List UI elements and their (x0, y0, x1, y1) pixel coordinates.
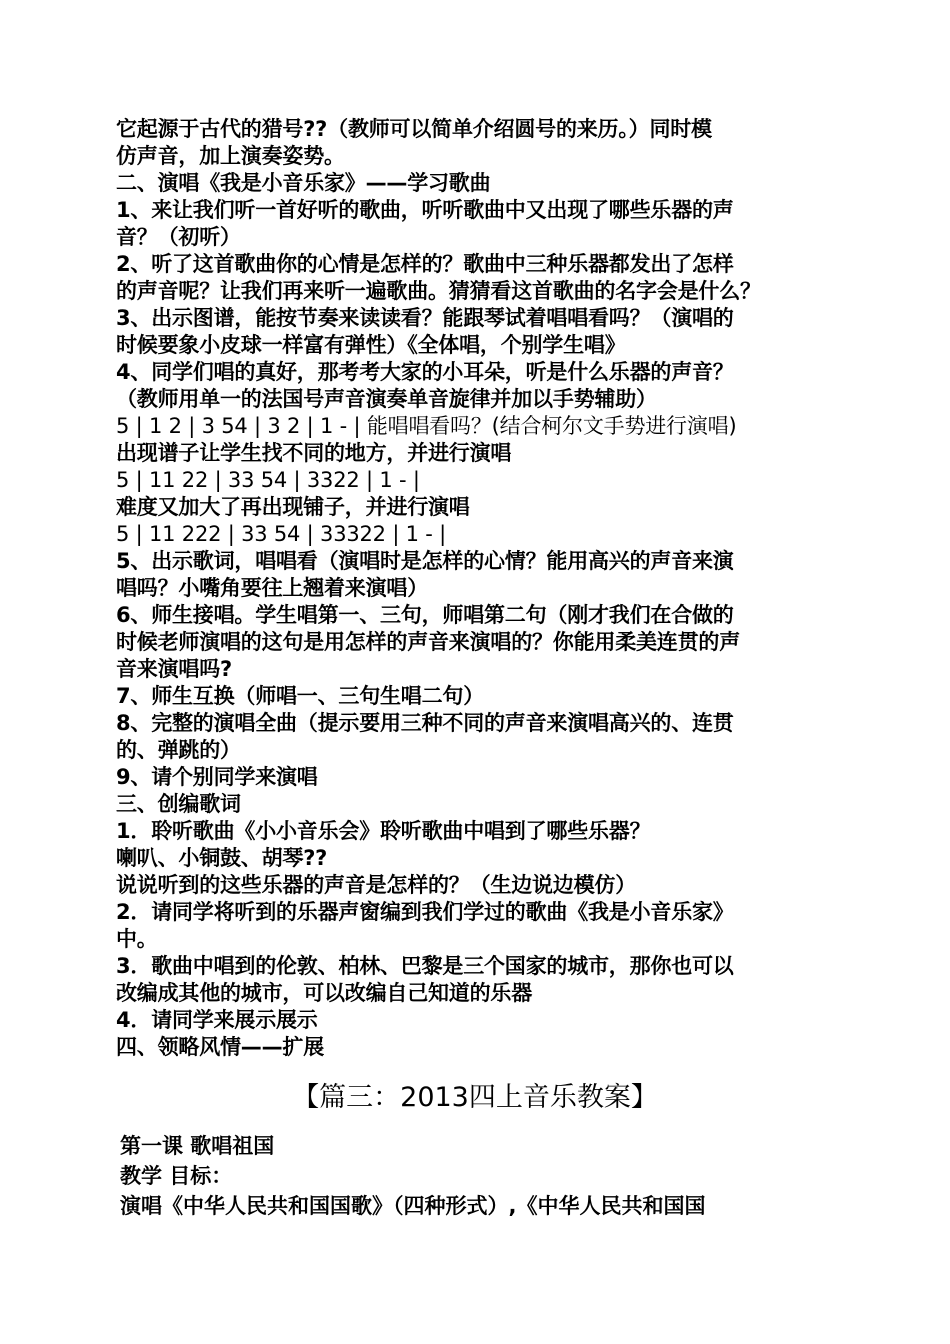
text-line: 7、师生互换（师唱一、三句生唱二句） (116, 684, 485, 708)
text-line: 3、出示图谱，能按节奏来读读看？能跟琴试着唱唱看吗？（演唱的 (116, 306, 734, 330)
heading-part-four: 四、领略风情——扩展 (116, 1035, 324, 1059)
text-line: 演唱《中华人民共和国国歌》（四种形式）,《中华人民共和国国 (120, 1194, 706, 1218)
heading-part-three: 三、创编歌词 (116, 792, 241, 816)
text-line: 5、出示歌词，唱唱看（演唱时是怎样的心情？能用高兴的声音来演 (116, 549, 734, 573)
text-line: 唱吗？小嘴角要往上翘着来演唱） (116, 576, 428, 600)
text-line: 时候要象小皮球一样富有弹性）《全体唱，个别学生唱》 (116, 333, 626, 357)
text-line: 的声音呢？让我们再来听一遍歌曲。猜猜看这首歌曲的名字会是什么？ (116, 279, 761, 303)
text-line: 出现谱子让学生找不同的地方，并进行演唱 (116, 441, 512, 465)
text-line: 喇叭、小铜鼓、胡琴?? (116, 846, 328, 870)
text-line: 仿声音，加上演奏姿势。 (116, 144, 345, 168)
text-line: 音来演唱吗? (116, 657, 232, 681)
text-line: 音？（初听） (116, 225, 241, 249)
text-line: 4．请同学来展示展示 (116, 1008, 318, 1032)
text-line: 8、完整的演唱全曲（提示要用三种不同的声音来演唱高兴的、连贯 (116, 711, 734, 735)
text-line: 说说听到的这些乐器的声音是怎样的？（生边说边模仿） (116, 873, 636, 897)
text-line: 改编成其他的城市，可以改编自己知道的乐器 (116, 981, 532, 1005)
notation-line: 5 | 11 22 | 33 54 | 3322 | 1 - | (116, 468, 420, 492)
text-line: 时候老师演唱的这句是用怎样的声音来演唱的？你能用柔美连贯的声 (116, 630, 740, 654)
heading-part-two: 二、演唱《我是小音乐家》——学习歌曲 (116, 171, 491, 195)
text-line: 中。 (116, 927, 158, 951)
text-line: 2、听了这首歌曲你的心情是怎样的？歌曲中三种乐器都发出了怎样 (116, 252, 734, 276)
text-line: 难度又加大了再出现铺子，并进行演唱 (116, 495, 470, 519)
objectives-heading: 教学 目标： (120, 1164, 233, 1188)
lesson-body (120, 1131, 840, 1221)
text-line: 2．请同学将听到的乐器声窗编到我们学过的歌曲《我是小音乐家》 (116, 900, 734, 924)
notation-line: 5 | 1 2 | 3 54 | 3 2 | 1 - | 能唱唱看吗？(结合柯尔文手势进行演唱) (116, 414, 737, 438)
text-line: 1．聆听歌曲《小小音乐会》聆听歌曲中唱到了哪些乐器？ (116, 819, 651, 843)
lesson-title: 第一课 歌唱祖国 (120, 1134, 275, 1158)
text-line: 3．歌曲中唱到的伦敦、柏林、巴黎是三个国家的城市，那你也可以 (116, 954, 734, 978)
text-line: 9、请个别同学来演唱 (116, 765, 318, 789)
text-line: （教师用单一的法国号声音演奏单音旋律并加以手势辅助） (116, 387, 657, 411)
text-line: 6、师生接唱。学生唱第一、三句，师唱第二句（刚才我们在合做的 (116, 603, 734, 627)
text-line: 1、来让我们听一首好听的歌曲，听听歌曲中又出现了哪些乐器的声 (116, 198, 734, 222)
text-line: 的、弹跳的） (116, 738, 241, 762)
document-body (116, 116, 836, 1061)
text-line: 4、同学们唱的真好，那考考大家的小耳朵，听是什么乐器的声音？ (116, 360, 734, 384)
section-title: 【篇三：2013四上音乐教案】 (292, 1082, 658, 1113)
notation-line: 5 | 11 222 | 33 54 | 33322 | 1 - | (116, 522, 447, 546)
text-line: 它起源于古代的猎号??（教师可以简单介绍圆号的来历。）同时模 (116, 117, 712, 141)
